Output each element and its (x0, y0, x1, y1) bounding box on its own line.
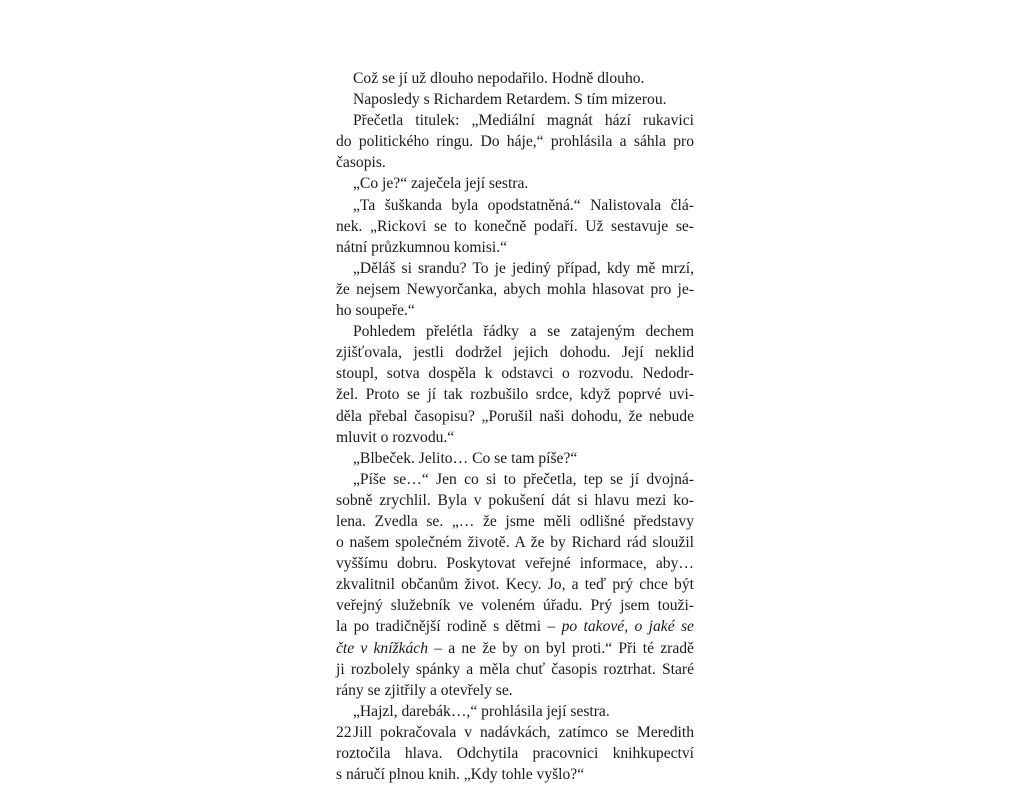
text-line (336, 469, 694, 490)
line-text: Naposledy s Richardem Retardem. S tím mizerou. (353, 91, 667, 109)
line-text: nátní průzkumnou komisi.“ (336, 238, 508, 256)
text-line (336, 195, 694, 216)
line-text: o našem společném životě. A že by Richard rád sloužil (336, 534, 694, 552)
text-line (336, 743, 694, 764)
text-line (336, 152, 694, 173)
line-text: – a ne že by on byl proti.“ Při té zradě (428, 639, 694, 657)
text-line (336, 532, 694, 553)
line-text: že nejsem Newyorčanka, abych mohla hlasovat pro je- (336, 280, 694, 298)
line-text: zjišťovala, jestli dodržel jejich dohodu. Její neklid (336, 344, 694, 362)
line-text: Přečetla titulek: „Mediální magnát hází rukavici (353, 112, 694, 130)
line-text: Což se jí už dlouho nepodařilo. Hodně dlouho. (353, 70, 645, 87)
line-text: časopis. (336, 154, 386, 172)
line-text: „Blbeček. Jelito… Co se tam píše?“ (353, 449, 578, 467)
text-line (336, 384, 694, 405)
line-text: „Píše se…“ Jen co si to přečetla, tep se jí dvojná- (353, 470, 694, 488)
line-text: „Ta šuškanda byla opodstatněná.“ Nalistovala člá- (353, 196, 694, 214)
line-text: ji rozbolely spánky a měla chuť časopis roztrhat. Staré (336, 660, 694, 678)
line-text: do politického ringu. Do háje,“ prohlásila a sáhla pro (336, 133, 694, 151)
line-text: stoupl, sotva dospěla k odstavci o rozvodu. Nedodr- (336, 365, 694, 383)
text-line (336, 701, 694, 722)
italic-text: po takové, o jaké se (561, 618, 694, 636)
text-line (336, 427, 694, 448)
page-body-text (336, 68, 694, 785)
line-text: „Děláš si srandu? To je jediný případ, kdy mě mrzí, (353, 259, 694, 277)
line-text: děla přebal časopisu? „Porušil naši dohodu, že nebude (336, 407, 694, 425)
page-number: 22 (336, 724, 352, 741)
line-text: vyššímu dobru. Poskytovat veřejné informace, aby… (336, 555, 694, 573)
text-line (336, 110, 694, 131)
text-line (336, 511, 694, 532)
text-line (336, 363, 694, 384)
line-text: žel. Proto se jí tak rozbušilo srdce, když poprvé uvi- (336, 386, 694, 404)
line-text: Pohledem přelétla řádky a se zatajeným dechem (353, 323, 694, 341)
text-line (336, 300, 694, 321)
text-line (336, 553, 694, 574)
line-text: nek. „Rickovi se to konečně podaří. Už sestavuje se- (336, 217, 694, 235)
line-text: la po tradičnější rodině s dětmi – (336, 618, 562, 636)
text-line (336, 616, 694, 637)
line-text: ho soupeře.“ (336, 302, 415, 320)
line-text: Jill pokračovala v nadávkách, zatímco se Meredith (353, 723, 694, 741)
text-line (336, 258, 694, 279)
text-line (336, 279, 694, 300)
line-text: „Co je?“ zaječela její sestra. (353, 175, 529, 193)
line-text: zkvalitnil občanům život. Kecy. Jo, a teď prý chce být (336, 576, 694, 594)
text-line (336, 342, 694, 363)
line-text: roztočila hlava. Odchytila pracovnici knihkupectví (336, 745, 694, 762)
text-line (336, 680, 694, 701)
text-line (336, 131, 694, 152)
text-line (336, 448, 694, 469)
text-line (336, 406, 694, 427)
text-line (336, 321, 694, 342)
line-text: veřejný služebník ve voleném úřadu. Prý jsem touži- (336, 597, 694, 615)
text-line (336, 237, 694, 258)
line-text: „Hajzl, darebák…,“ prohlásila její sestra. (353, 702, 610, 720)
text-line (336, 659, 694, 680)
italic-text: čte v knížkách (336, 639, 429, 657)
line-text: rány se zjitřily a otevřely se. (336, 681, 513, 699)
line-text: lena. Zvedla se. „… že jsme měli odlišné představy (336, 512, 694, 530)
text-line (336, 574, 694, 595)
text-line (336, 173, 694, 194)
text-line (336, 68, 694, 89)
line-text: sobně zrychlil. Byla v pokušení dát si hlavu mezi ko- (336, 491, 694, 509)
text-line (336, 764, 694, 785)
line-text: s náručí plnou knih. „Kdy tohle vyšlo?“ (336, 766, 585, 784)
text-line (336, 722, 694, 743)
text-line (336, 638, 694, 659)
text-line (336, 89, 694, 110)
line-text: mluvit o rozvodu.“ (336, 428, 455, 446)
text-line (336, 490, 694, 511)
text-line (336, 216, 694, 237)
text-line (336, 595, 694, 616)
